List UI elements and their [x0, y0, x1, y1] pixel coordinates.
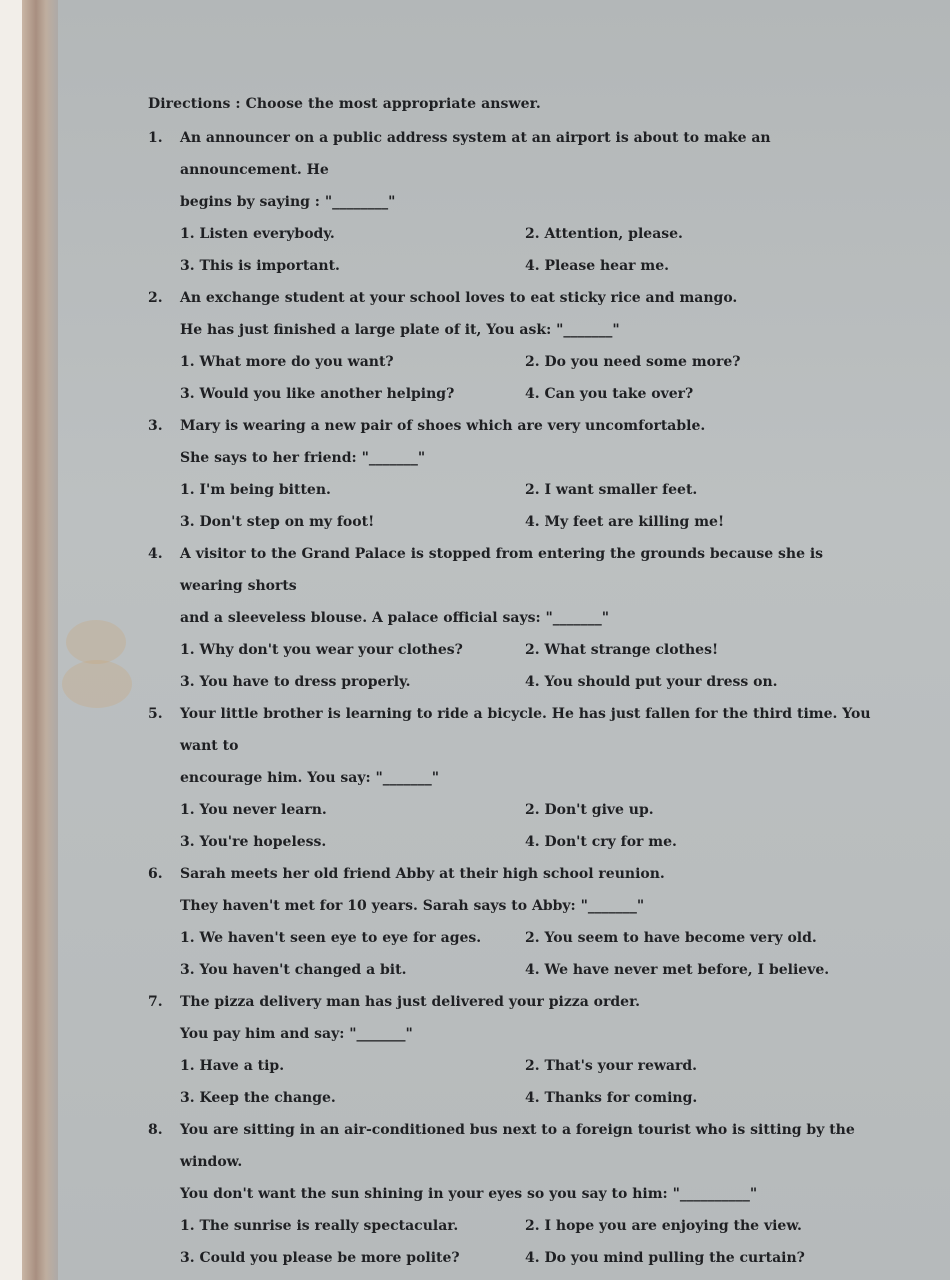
answer-option-1[interactable]: 1. Have a tip.	[180, 1058, 285, 1074]
answer-option-3[interactable]: 3. Would you like another helping?	[180, 386, 455, 402]
answer-options	[180, 1210, 888, 1274]
answer-option-1[interactable]: 1. We haven't seen eye to eye for ages.	[180, 930, 482, 946]
question-line: She says to her friend: "_______"	[180, 450, 426, 466]
question-line: encourage him. You say: "_______"	[180, 770, 440, 786]
question-text	[180, 986, 888, 1050]
question-text	[180, 410, 888, 474]
question-line: You don't want the sun shining in your eyes so you say to him: "__________"	[180, 1186, 758, 1202]
answer-option-1[interactable]: 1. You never learn.	[180, 802, 327, 818]
question-text	[180, 282, 888, 346]
book-binding-edge	[22, 0, 62, 1280]
answer-option-4[interactable]: 4. Can you take over?	[525, 386, 694, 402]
answer-option-2[interactable]: 2. I want smaller feet.	[525, 482, 698, 498]
question-6	[148, 858, 888, 986]
answer-options	[180, 346, 888, 410]
question-number: 7.	[148, 994, 163, 1010]
question-text	[180, 858, 888, 922]
book-binding-left	[0, 0, 22, 1280]
question-text	[180, 698, 888, 794]
answer-option-4[interactable]: 4. Thanks for coming.	[525, 1090, 698, 1106]
answer-option-3[interactable]: 3. You haven't changed a bit.	[180, 962, 407, 978]
question-line: Mary is wearing a new pair of shoes which are very uncomfortable.	[180, 418, 706, 434]
answer-option-1[interactable]: 1. I'm being bitten.	[180, 482, 331, 498]
question-line: An announcer on a public address system at an airport is about to make an announcement. He	[180, 130, 771, 178]
question-1	[148, 122, 888, 282]
answer-option-3[interactable]: 3. You have to dress properly.	[180, 674, 411, 690]
answer-option-4[interactable]: 4. We have never met before, I believe.	[525, 962, 830, 978]
question-line: and a sleeveless blouse. A palace official says: "_______"	[180, 610, 610, 626]
answer-options	[180, 474, 888, 538]
question-text	[180, 538, 888, 634]
question-8	[148, 1114, 888, 1274]
answer-option-4[interactable]: 4. You should put your dress on.	[525, 674, 778, 690]
answer-option-1[interactable]: 1. Why don't you wear your clothes?	[180, 642, 463, 658]
question-number: 4.	[148, 546, 163, 562]
question-line: An exchange student at your school loves to eat sticky rice and mango.	[180, 290, 738, 306]
answer-option-2[interactable]: 2. What strange clothes!	[525, 642, 719, 658]
directions: Directions : Choose the most appropriate answer.	[148, 96, 541, 112]
answer-options	[180, 634, 888, 698]
worksheet-content	[148, 96, 888, 1274]
answer-option-4[interactable]: 4. Don't cry for me.	[525, 834, 677, 850]
question-number: 1.	[148, 130, 163, 146]
paper-stain	[62, 660, 132, 708]
question-5	[148, 698, 888, 858]
question-number: 2.	[148, 290, 163, 306]
answer-option-3[interactable]: 3. Keep the change.	[180, 1090, 336, 1106]
answer-option-4[interactable]: 4. Please hear me.	[525, 258, 669, 274]
answer-option-2[interactable]: 2. That's your reward.	[525, 1058, 698, 1074]
question-text	[180, 1114, 888, 1210]
question-3	[148, 410, 888, 538]
question-line: The pizza delivery man has just delivered your pizza order.	[180, 994, 641, 1010]
answer-option-2[interactable]: 2. Attention, please.	[525, 226, 683, 242]
answer-option-1[interactable]: 1. Listen everybody.	[180, 226, 335, 242]
answer-option-2[interactable]: 2. I hope you are enjoying the view.	[525, 1218, 802, 1234]
answer-options	[180, 218, 888, 282]
answer-option-3[interactable]: 3. You're hopeless.	[180, 834, 327, 850]
answer-option-4[interactable]: 4. My feet are killing me!	[525, 514, 725, 530]
answer-options	[180, 1050, 888, 1114]
question-7	[148, 986, 888, 1114]
question-line: Your little brother is learning to ride a bicycle. He has just fallen for the third time. You want to	[180, 706, 871, 754]
answer-option-2[interactable]: 2. Don't give up.	[525, 802, 654, 818]
answer-option-2[interactable]: 2. You seem to have become very old.	[525, 930, 817, 946]
question-line: You are sitting in an air-conditioned bus next to a foreign tourist who is sitting by the window.	[180, 1122, 855, 1170]
answer-option-3[interactable]: 3. This is important.	[180, 258, 340, 274]
answer-option-1[interactable]: 1. What more do you want?	[180, 354, 394, 370]
answer-option-4[interactable]: 4. Do you mind pulling the curtain?	[525, 1250, 805, 1266]
question-line: A visitor to the Grand Palace is stopped from entering the grounds because she is wearing shorts	[180, 546, 824, 594]
question-text	[180, 122, 888, 218]
question-line: They haven't met for 10 years. Sarah says to Abby: "_______"	[180, 898, 645, 914]
question-list	[148, 122, 888, 1274]
question-number: 6.	[148, 866, 163, 882]
answer-option-3[interactable]: 3. Could you please be more polite?	[180, 1250, 460, 1266]
question-line: begins by saying : "________"	[180, 194, 396, 210]
question-number: 3.	[148, 418, 163, 434]
answer-options	[180, 922, 888, 986]
paper-stain	[66, 620, 126, 664]
answer-options	[180, 794, 888, 858]
question-line: Sarah meets her old friend Abby at their high school reunion.	[180, 866, 665, 882]
question-number: 8.	[148, 1122, 163, 1138]
question-line: You pay him and say: "_______"	[180, 1026, 413, 1042]
question-number: 5.	[148, 706, 163, 722]
answer-option-3[interactable]: 3. Don't step on my foot!	[180, 514, 375, 530]
answer-option-1[interactable]: 1. The sunrise is really spectacular.	[180, 1218, 459, 1234]
question-line: He has just finished a large plate of it, You ask: "_______"	[180, 322, 620, 338]
worksheet-page	[58, 0, 950, 1280]
answer-option-2[interactable]: 2. Do you need some more?	[525, 354, 741, 370]
question-2	[148, 282, 888, 410]
question-4	[148, 538, 888, 698]
